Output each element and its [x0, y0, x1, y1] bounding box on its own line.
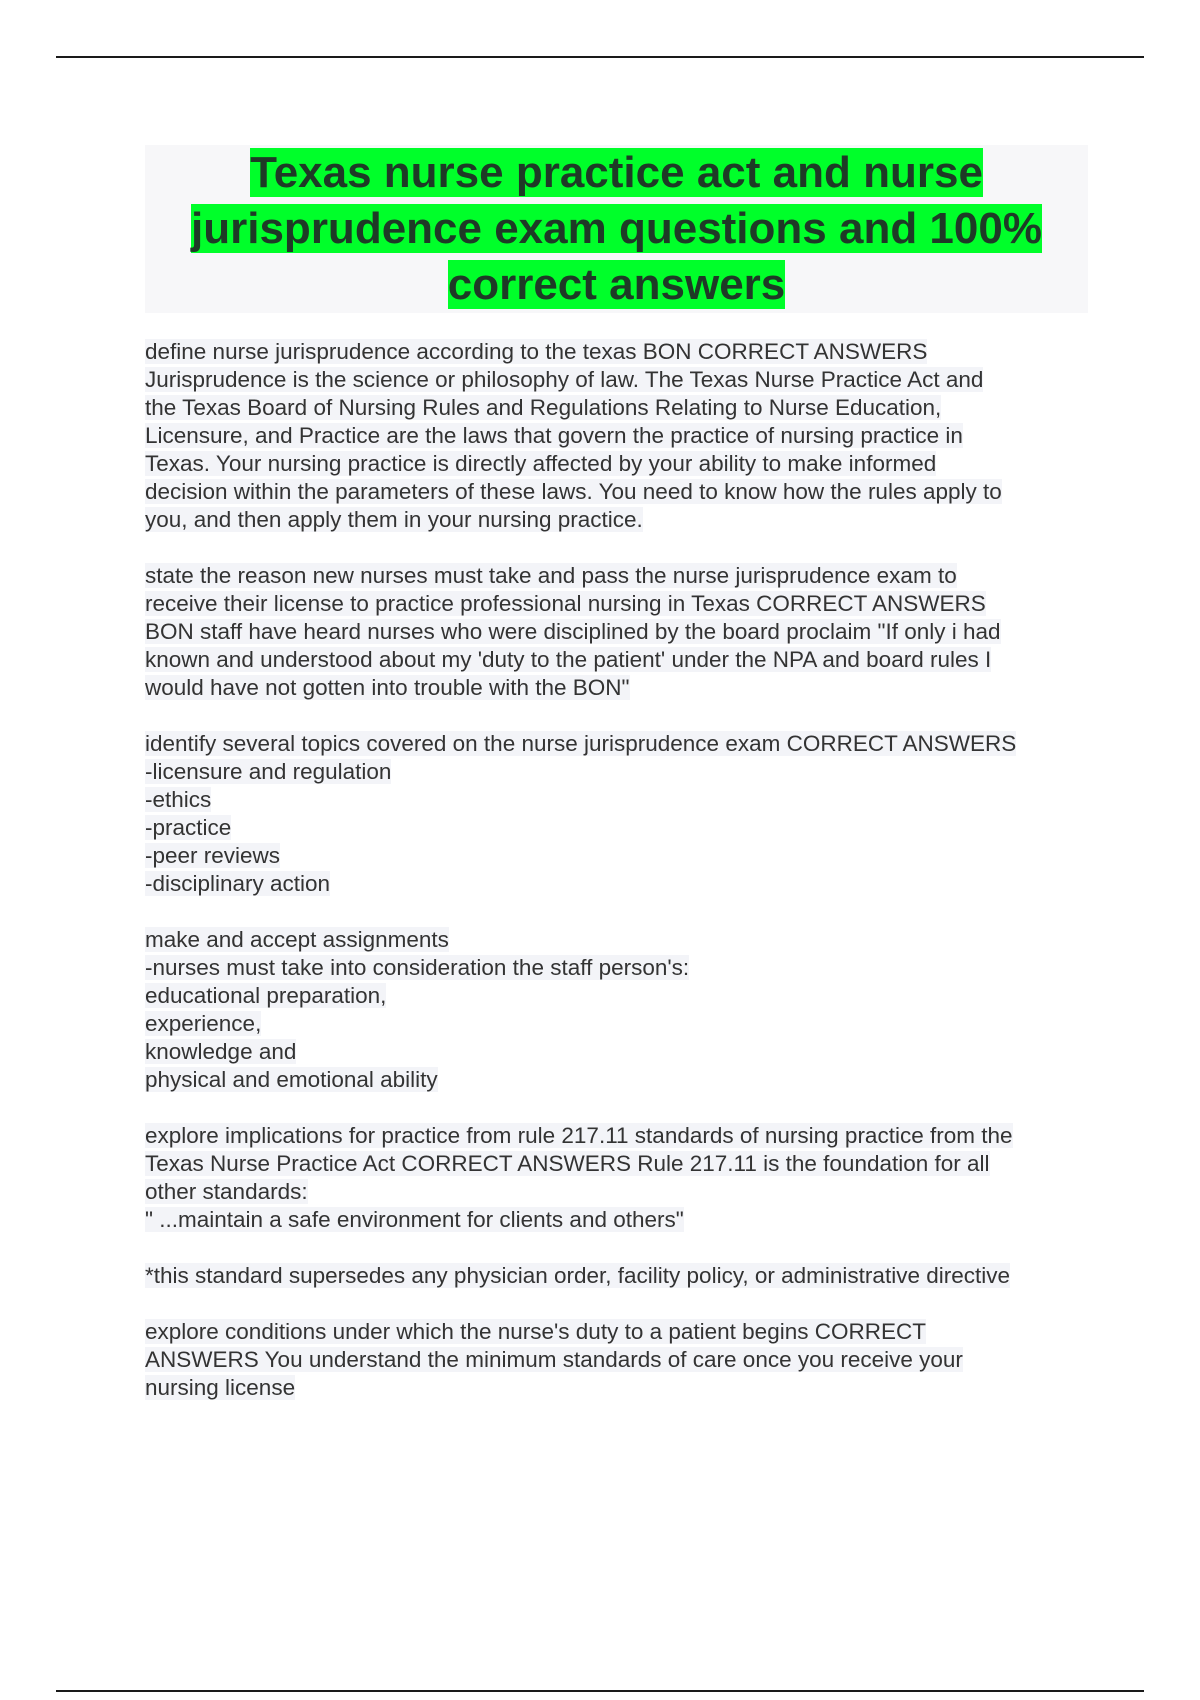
text-line	[145, 1318, 1088, 1346]
text-line	[145, 562, 1088, 590]
text-line-content: -ethics	[145, 787, 212, 812]
text-line	[145, 842, 1088, 870]
text-line-content: educational preparation,	[145, 983, 387, 1008]
document-body	[145, 338, 1088, 1430]
text-line	[145, 1206, 1088, 1234]
text-line	[145, 478, 1088, 506]
text-line-content: -licensure and regulation	[145, 759, 392, 784]
text-line	[145, 674, 1088, 702]
text-line-content: Licensure, and Practice are the laws that govern the practice of nursing practice in	[145, 423, 963, 448]
text-line-content: explore implications for practice from rule 217.11 standards of nursing practice from the	[145, 1123, 1013, 1148]
text-line	[145, 1038, 1088, 1066]
text-line	[145, 338, 1088, 366]
top-rule	[56, 56, 1144, 58]
title-line: jurisprudence exam questions and 100%	[191, 204, 1042, 253]
text-line-content: -disciplinary action	[145, 871, 331, 896]
text-line-content: " ...maintain a safe environment for clients and others"	[145, 1207, 684, 1232]
text-line	[145, 646, 1088, 674]
text-line	[145, 618, 1088, 646]
text-line-content: *this standard supersedes any physician order, facility policy, or administrative directive	[145, 1263, 1010, 1288]
qa-entry	[145, 1262, 1088, 1290]
title-block	[145, 145, 1088, 313]
text-line-content: experience,	[145, 1011, 262, 1036]
text-line-content: Texas Nurse Practice Act CORRECT ANSWERS Rule 217.11 is the foundation for all	[145, 1151, 990, 1176]
document-title	[145, 145, 1088, 313]
text-line	[145, 450, 1088, 478]
text-line	[145, 394, 1088, 422]
text-line-content: the Texas Board of Nursing Rules and Regulations Relating to Nurse Education,	[145, 395, 942, 420]
qa-entry	[145, 562, 1088, 702]
text-line-content: -peer reviews	[145, 843, 281, 868]
text-line	[145, 422, 1088, 450]
text-line-content: BON staff have heard nurses who were disciplined by the board proclaim "If only i had	[145, 619, 1001, 644]
text-line	[145, 366, 1088, 394]
text-line	[145, 1066, 1088, 1094]
qa-entry	[145, 1318, 1088, 1402]
bottom-rule	[56, 1690, 1144, 1692]
text-line	[145, 1374, 1088, 1402]
text-line-content: define nurse jurisprudence according to the texas BON CORRECT ANSWERS	[145, 339, 928, 364]
text-line-content: Texas. Your nursing practice is directly affected by your ability to make informed	[145, 451, 937, 476]
text-line	[145, 814, 1088, 842]
text-line	[145, 786, 1088, 814]
text-line	[145, 1150, 1088, 1178]
qa-entry	[145, 1122, 1088, 1234]
qa-entry	[145, 926, 1088, 1094]
text-line-content: known and understood about my 'duty to the patient' under the NPA and board rules I	[145, 647, 992, 672]
text-line	[145, 590, 1088, 618]
qa-entry	[145, 730, 1088, 898]
title-line: correct answers	[447, 260, 786, 309]
text-line	[145, 926, 1088, 954]
text-line-content: -practice	[145, 815, 232, 840]
text-line-content: knowledge and	[145, 1039, 297, 1064]
text-line	[145, 982, 1088, 1010]
text-line	[145, 1178, 1088, 1206]
text-line-content: state the reason new nurses must take and pass the nurse jurisprudence exam to	[145, 563, 957, 588]
text-line	[145, 506, 1088, 534]
text-line-content: physical and emotional ability	[145, 1067, 438, 1092]
text-line-content: explore conditions under which the nurse's duty to a patient begins CORRECT	[145, 1319, 926, 1344]
text-line-content: other standards:	[145, 1179, 308, 1204]
qa-entry	[145, 338, 1088, 534]
text-line-content: make and accept assignments	[145, 927, 449, 952]
text-line-content: ANSWERS You understand the minimum standards of care once you receive your	[145, 1347, 963, 1372]
text-line-content: decision within the parameters of these laws. You need to know how the rules apply to	[145, 479, 1002, 504]
text-line	[145, 730, 1088, 758]
text-line-content: Jurisprudence is the science or philosophy of law. The Texas Nurse Practice Act and	[145, 367, 984, 392]
text-line	[145, 1122, 1088, 1150]
text-line-content: identify several topics covered on the nurse jurisprudence exam CORRECT ANSWERS	[145, 731, 1017, 756]
text-line-content: nursing license	[145, 1375, 296, 1400]
text-line	[145, 870, 1088, 898]
text-line	[145, 1262, 1088, 1290]
text-line-content: would have not gotten into trouble with the BON"	[145, 675, 630, 700]
text-line-content: -nurses must take into consideration the staff person's:	[145, 955, 690, 980]
title-line: Texas nurse practice act and nurse	[250, 148, 983, 197]
text-line	[145, 758, 1088, 786]
text-line	[145, 1010, 1088, 1038]
text-line-content: you, and then apply them in your nursing practice.	[145, 507, 643, 532]
text-line	[145, 1346, 1088, 1374]
text-line-content: receive their license to practice professional nursing in Texas CORRECT ANSWERS	[145, 591, 986, 616]
text-line	[145, 954, 1088, 982]
